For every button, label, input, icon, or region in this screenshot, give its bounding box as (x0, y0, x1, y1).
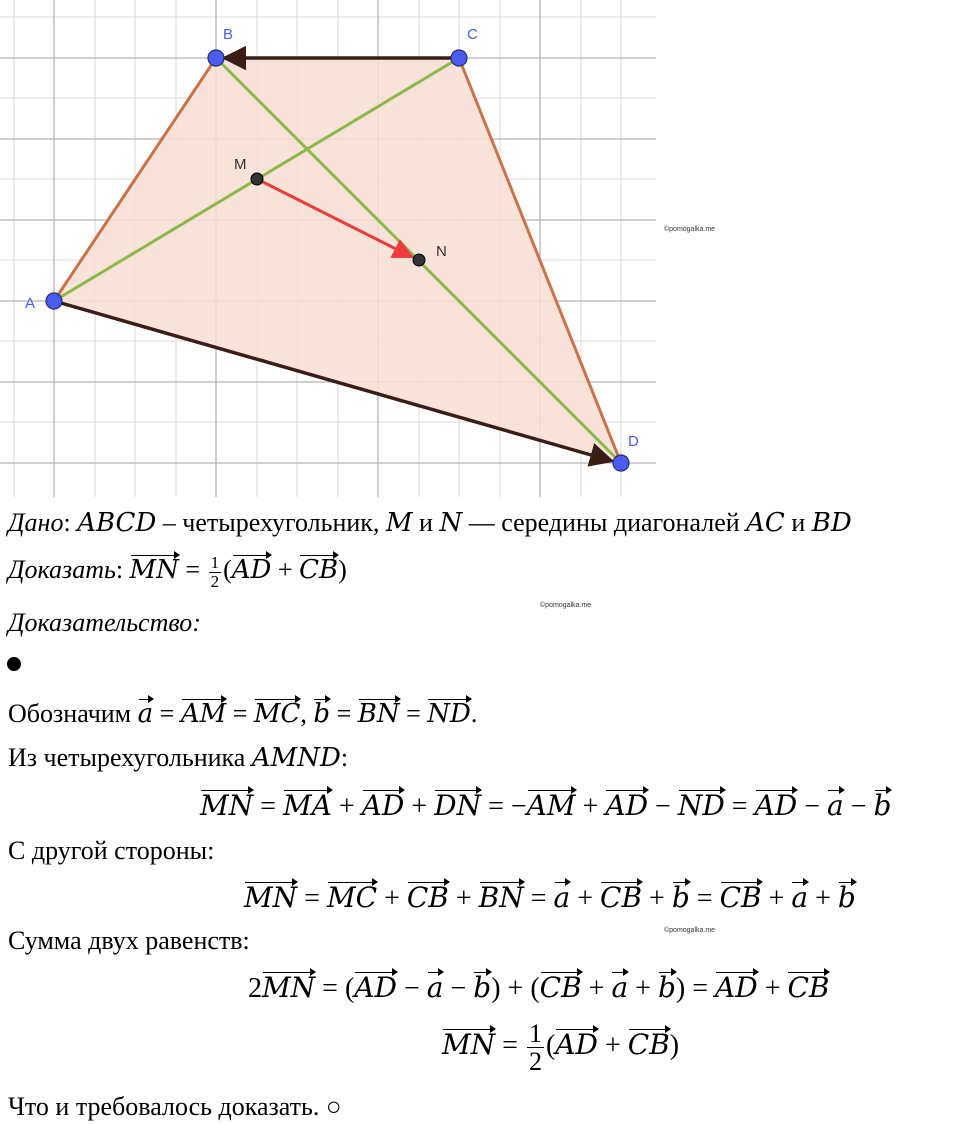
label-a: A (25, 295, 36, 312)
label-n: N (436, 243, 447, 260)
point-c (451, 50, 467, 66)
equation-2: MN = MC + CB + BN = a + CB + b = CB + a + b (244, 881, 856, 914)
label-b: B (223, 26, 234, 43)
prove-line: Доказать: MN = $\frac{1}{2}$ (AD + CB) (8, 552, 347, 591)
bullet (7, 657, 21, 671)
conclusion: Что и требовалось доказать. ○ (8, 1092, 342, 1121)
equation-3: 2MN = (AD − a − b) + (CB + a + b) = AD + CB (248, 971, 830, 1004)
point-n (413, 254, 425, 266)
point-a (46, 293, 62, 309)
quadrilateral-figure (0, 0, 660, 500)
other-side-line: С другой стороны: (8, 836, 215, 865)
watermark: ©pomogalka.me (664, 226, 716, 233)
point-b (208, 50, 224, 66)
watermark: ©pomogalka.me (664, 927, 716, 934)
point-d (613, 455, 629, 471)
given-line: Дано: ABCD – четырехугольник, M и N — середины диагоналей AC и BD (8, 508, 852, 538)
proof-label: Доказательство: (8, 608, 201, 637)
watermark: ©pomogalka.me (540, 602, 592, 609)
point-m (251, 173, 263, 185)
equation-4: MN = $\frac{1}{2}$ (AD + CB) (442, 1019, 680, 1077)
label-d: D (628, 433, 639, 450)
from-quad-line: Из четырехугольника AMND: (8, 743, 349, 773)
equation-1: MN = MA + AD + DN = −AM + AD − ND = AD − a − b (200, 789, 892, 822)
label-m: M (234, 156, 247, 173)
denote-line: Обозначим a = AM = MC, b = BN = ND. (8, 699, 478, 729)
label-c: C (467, 26, 478, 43)
sum-label: Сумма двух равенств: (8, 926, 250, 955)
